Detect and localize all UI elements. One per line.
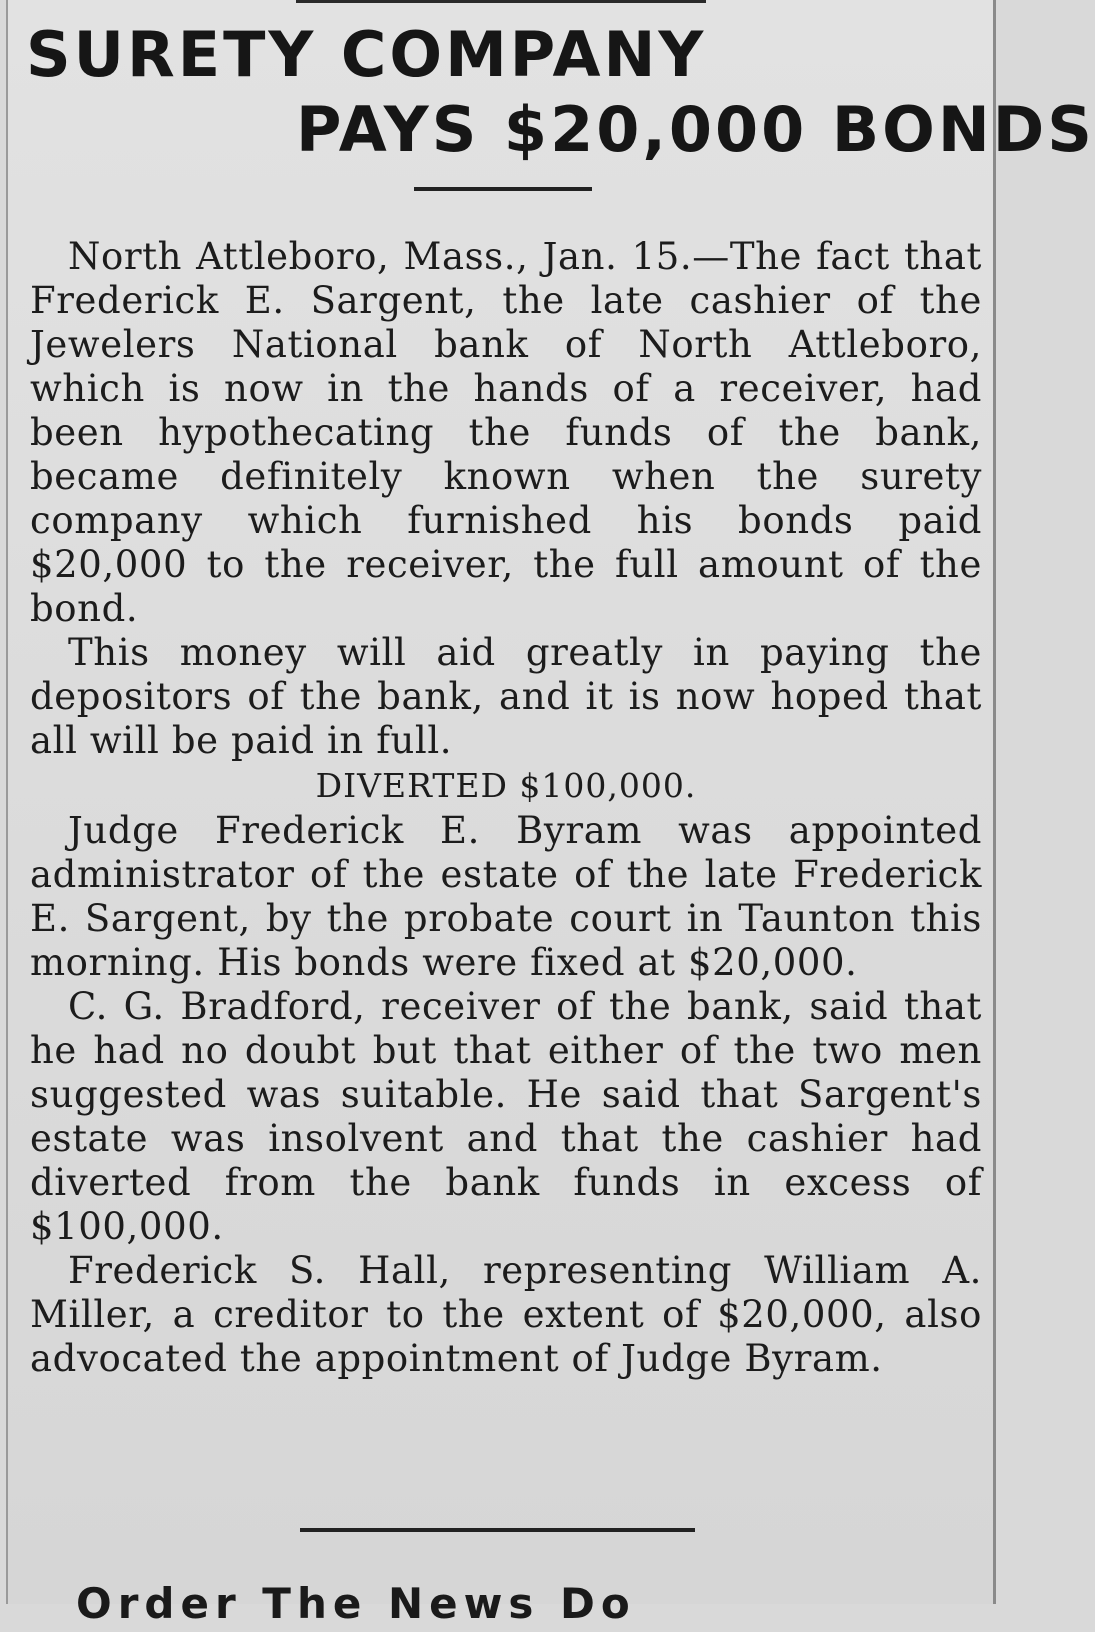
headline-line-2: PAYS $20,000 BONDS [296,93,1095,166]
article-paragraph: Judge Frederick E. Byram was appointed administrator of the estate of the late Frederick E. Sargent, by the probate court in Taunton this morning. His bonds were fixed at $20,000. [30,809,982,984]
article-subhead: DIVERTED $100,000. [315,766,697,805]
headline-line-1: SURETY COMPANY [26,18,707,91]
bottom-rule [300,1528,695,1532]
headline-rule [414,187,592,191]
article-paragraph: Frederick S. Hall, representing William A. Miller, a creditor to the extent of $20,000, also advocated the appointment of Judge Byram. [30,1249,982,1380]
top-rule [296,0,706,3]
article-paragraph: C. G. Bradford, receiver of the bank, said that he had no doubt but that either of the two men suggested was suitable. He said that Sargent's estate was insolvent and that the cashier had diverted from the bank funds in excess of $100,000. [30,985,982,1248]
article-paragraph: This money will aid greatly in paying the depositors of the bank, and it is now hoped that all will be paid in full. [30,631,982,762]
newspaper-clipping [6,0,1095,1628]
article-body [30,235,982,1381]
next-article-headline-cutoff: Order The News Do [76,1579,636,1628]
article-paragraph: North Attleboro, Mass., Jan. 15.—The fact that Frederick E. Sargent, the late cashier of the Jewelers National bank of North Attleboro, which is now in the hands of a receiver, had been hypothecating the funds of the bank, became definitely known when the surety company which furnished his bonds paid $20,000 to the receiver, the full amount of the bond. [30,235,982,630]
